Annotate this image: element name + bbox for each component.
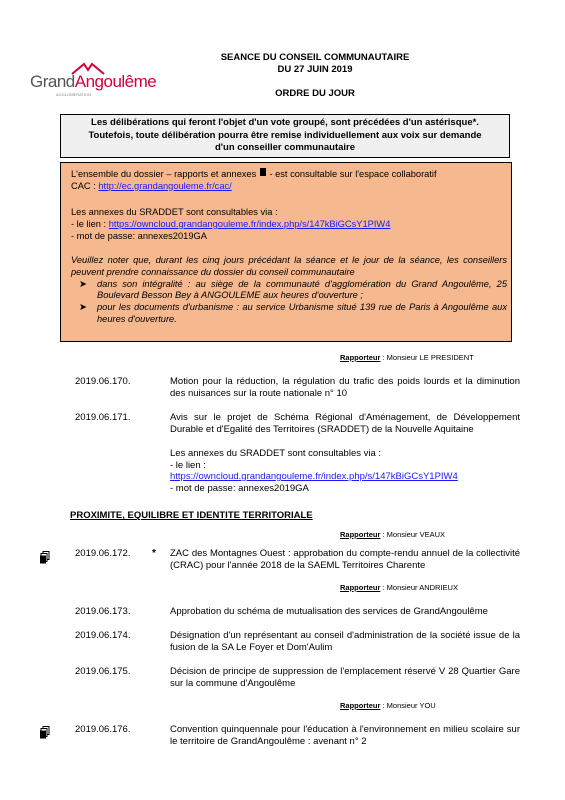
dossier-text-b: - est consultable sur l'espace collaboratif — [269, 169, 437, 179]
cac-label: CAC : — [71, 180, 99, 191]
arrow-bullet-icon: ➤ — [79, 302, 87, 313]
item-number: 2019.06.175. — [75, 666, 131, 677]
grouped-vote-asterisk: * — [152, 548, 156, 559]
document-stack-icon — [40, 551, 50, 564]
sraddet-paragraph — [71, 207, 507, 242]
document-stack-icon — [259, 167, 267, 177]
dossier-paragraph — [71, 167, 507, 193]
item-text: Désignation d'un représentant au conseil d'administration de la société issue de la fusion de la SA Le Foyer et Dom'Aulim — [170, 630, 520, 653]
meeting-title: SEANCE DU CONSEIL COMMUNAUTAIRE — [220, 52, 410, 63]
rapporteur-name: : Monsieur YOU — [380, 701, 436, 710]
annex-line1: Les annexes du SRADDET sont consultables via : — [170, 448, 382, 459]
notice-line3: d'un conseiller communautaire — [214, 142, 356, 153]
sraddet-line1: Les annexes du SRADDET sont consultables via : — [71, 207, 278, 217]
rapporteur-veaux — [340, 530, 445, 539]
item-number: 2019.06.172. — [75, 548, 131, 559]
item-text: Approbation du schéma de mutualisation des services de GrandAngoulême — [170, 606, 488, 617]
consultation-text: Veuillez noter que, durant les cinq jours précédant la séance et le jour de la séance, les conseillers peuvent prendre connaissance du dossier du conseil communautaire — [71, 255, 507, 277]
item-annex — [170, 448, 520, 494]
item-number: 2019.06.171. — [75, 412, 131, 423]
info-box — [60, 162, 512, 342]
rapporteur-name: : Monsieur VEAUX — [380, 530, 446, 539]
meeting-date: DU 27 JUIN 2019 — [277, 64, 353, 75]
list-item — [71, 279, 507, 303]
item-text: Avis sur le projet de Schéma Régional d'Aménagement, de Développement Durable et d'Egalité des Territoires (SRADDET) de la Nouvelle Aquitaine — [170, 412, 520, 435]
rapporteur-label: Rapporteur — [340, 701, 381, 710]
cac-link[interactable]: http://ec.grandangouleme.fr/cac/ — [98, 180, 232, 191]
sraddet-link-label: - le lien : — [71, 218, 109, 229]
notice-line1: Les délibérations qui feront l'objet d'un vote groupé, sont précédées d'un astérisque*. — [91, 117, 479, 128]
sraddet-link[interactable]: https://owncloud.grandangouleme.fr/index.php/s/147kBiGCsY1PIW4 — [108, 218, 391, 229]
vote-notice-box — [60, 114, 510, 158]
item-text: ZAC des Montagnes Ouest : approbation du compte-rendu annuel de la collectivité (CRAC) pour l'année 2018 de la SAEML Territoires Charente — [170, 548, 520, 571]
bullet-text: dans son intégralité : au siège de la communauté d'agglomération du Grand Angoulême, 25 Boulevard Besson Bey à ANGOULEME aux heures d'ouverture ; — [97, 278, 507, 301]
item-text: Convention quinquennale pour l'éducation à l'environnement en milieu scolaire sur le territoire de GrandAngoulême : avenant n° 2 — [170, 724, 520, 747]
rapporteur-you — [340, 701, 436, 710]
item-number: 2019.06.174. — [75, 630, 131, 641]
logo-wordmark — [30, 72, 156, 92]
item-number: 2019.06.170. — [75, 376, 131, 387]
arrow-bullet-icon: ➤ — [79, 278, 87, 289]
bullet-text: pour les documents d'urbanisme : au service Urbanisme situé 139 rue de Paris à Angoulême aux heures d'ouverture. — [97, 302, 507, 324]
agenda-title: ORDRE DU JOUR — [275, 88, 355, 99]
logo-part2: Angoulême — [74, 72, 157, 91]
rapporteur-label: Rapporteur — [340, 530, 381, 539]
annex-link[interactable]: https://owncloud.grandangouleme.fr/index.php/s/147kBiGCsY1PIW4 — [170, 471, 458, 482]
logo-tagline: AGGLOMÉRATION — [56, 92, 92, 97]
logo-part1: Grand — [30, 72, 75, 91]
document-stack-icon — [40, 726, 50, 739]
item-number: 2019.06.176. — [75, 724, 131, 735]
rapporteur-name: : Monsieur ANDRIEUX — [380, 583, 458, 592]
sraddet-password: - mot de passe: annexes2019GA — [71, 230, 207, 241]
notice-line2: Toutefois, toute délibération pourra être remise individuellement aux voix sur demande — [88, 129, 482, 141]
annex-password: - mot de passe: annexes2019GA — [170, 482, 309, 494]
rapporteur-label: Rapporteur — [340, 583, 381, 592]
rapporteur-president — [340, 353, 474, 362]
rapporteur-andrieux — [340, 583, 458, 592]
item-text: Motion pour la réduction, la régulation du trafic des poids lourds et la diminution des nuisances sur la route nationale n° 10 — [170, 376, 520, 399]
item-text: Décision de principe de suppression de l'emplacement réservé V 28 Quartier Gare sur la commune d'Angoulême — [170, 666, 520, 689]
consultation-list — [71, 279, 507, 326]
annex-line2: - le lien : — [170, 459, 206, 471]
grandangouleme-logo — [30, 62, 160, 98]
section-title: PROXIMITE, EQUILIBRE ET IDENTITE TERRITORIALE — [70, 510, 313, 521]
dossier-text-a: L'ensemble du dossier – rapports et annexes — [71, 169, 257, 179]
item-number: 2019.06.173. — [75, 606, 131, 617]
rapporteur-name: : Monsieur LE PRESIDENT — [380, 353, 474, 362]
rapporteur-label: Rapporteur — [340, 353, 381, 362]
consultation-paragraph — [71, 255, 507, 326]
list-item — [71, 302, 507, 326]
